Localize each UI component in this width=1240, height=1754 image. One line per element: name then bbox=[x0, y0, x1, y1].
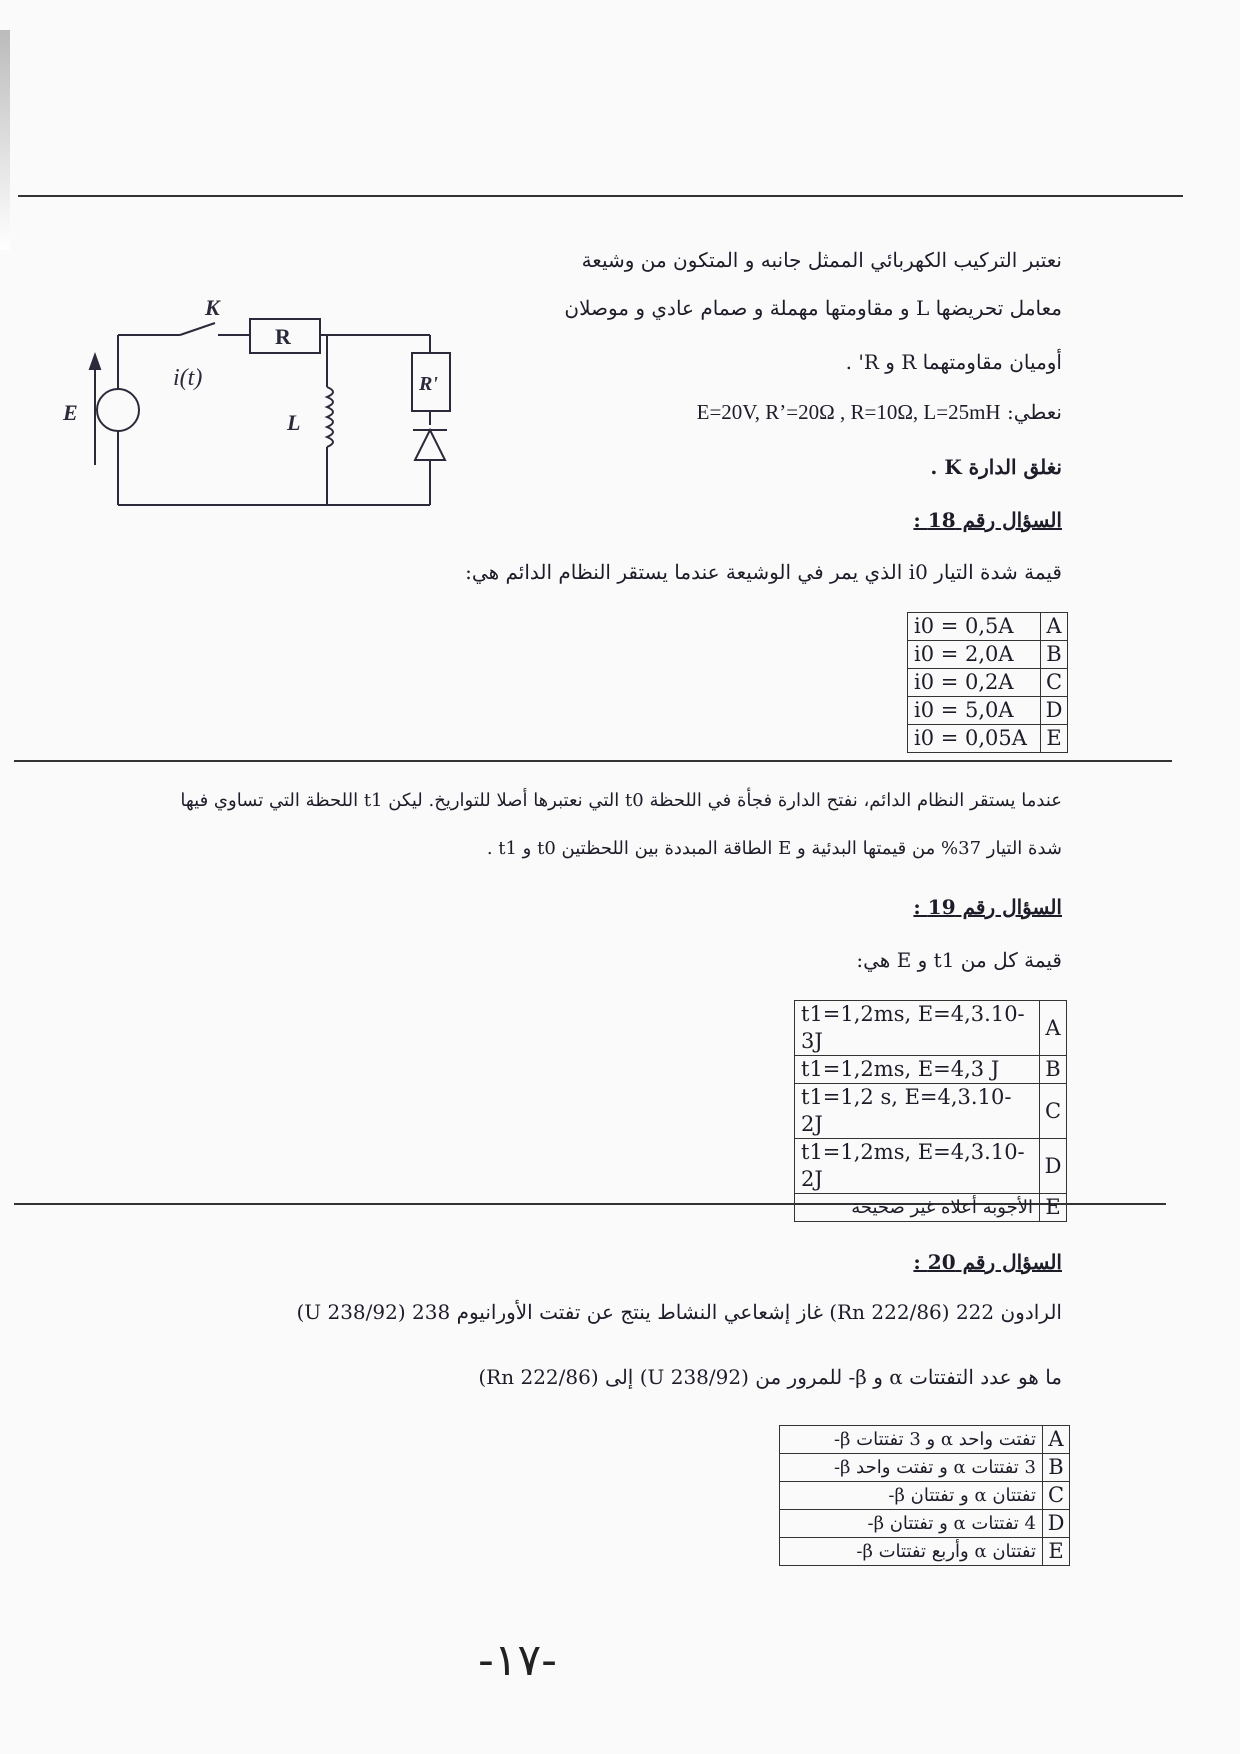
q18-option-b[interactable] bbox=[908, 641, 1068, 669]
option-letter: C bbox=[1043, 1482, 1070, 1510]
circuit-label-e: E bbox=[63, 400, 78, 425]
question-18-title: السؤال رقم 18 : bbox=[913, 508, 1062, 532]
option-text: i0 = 0,2A bbox=[908, 669, 1041, 697]
option-text: t1=1,2 s, E=4,3.10-2J bbox=[795, 1084, 1040, 1139]
option-text: تفتتان α و تفتتان β- bbox=[780, 1482, 1043, 1510]
option-letter: A bbox=[1041, 613, 1068, 641]
option-text: t1=1,2ms, E=4,3.10-3J bbox=[795, 1001, 1040, 1056]
circuit-label-r: R bbox=[275, 324, 291, 349]
question-19-options bbox=[794, 1000, 1067, 1222]
q20-option-b[interactable] bbox=[780, 1454, 1070, 1482]
option-letter: E bbox=[1043, 1538, 1070, 1566]
option-text: 3 تفتتات α و تفتت واحد β- bbox=[780, 1454, 1043, 1482]
option-letter: E bbox=[1040, 1194, 1067, 1222]
section2-intro-line1: عندما يستقر النظام الدائم، نفتح الدارة فجأة في اللحظة t0 التي نعتبرها أصلا للتواريخ. ليكن t1 اللحظة التي تساوي فيها bbox=[180, 790, 1062, 811]
separator-1 bbox=[14, 760, 1172, 762]
section1-given bbox=[697, 400, 1062, 425]
q19-option-e[interactable] bbox=[795, 1194, 1067, 1222]
option-letter: B bbox=[1040, 1056, 1067, 1084]
q19-option-c[interactable] bbox=[795, 1084, 1067, 1139]
section1-intro-line3: أوميان مقاومتهما R و R' . bbox=[845, 350, 1062, 374]
option-text: i0 = 0,05A bbox=[908, 725, 1041, 753]
circuit-label-current: i(t) bbox=[173, 365, 203, 391]
option-text: 4 تفتتات α و تفتتان β- bbox=[780, 1510, 1043, 1538]
q20-option-c[interactable] bbox=[780, 1482, 1070, 1510]
option-letter: B bbox=[1041, 641, 1068, 669]
separator-top bbox=[18, 195, 1183, 197]
option-letter: E bbox=[1041, 725, 1068, 753]
q19-option-a[interactable] bbox=[795, 1001, 1067, 1056]
section1-intro-line1: نعتبر التركيب الكهربائي الممثل جانبه و المتكون من وشيعة bbox=[581, 248, 1062, 272]
section1-close-switch: نغلق الدارة K . bbox=[930, 455, 1062, 479]
option-text: t1=1,2ms, E=4,3.10-2J bbox=[795, 1139, 1040, 1194]
option-letter: A bbox=[1040, 1001, 1067, 1056]
circuit-label-rprime: R' bbox=[419, 373, 438, 395]
option-text: الأجوبة أعلاه غير صحيحة bbox=[795, 1194, 1040, 1222]
option-letter: C bbox=[1041, 669, 1068, 697]
q20-option-a[interactable] bbox=[780, 1426, 1070, 1454]
question-20-title: السؤال رقم 20 : bbox=[913, 1250, 1062, 1274]
option-text: i0 = 0,5A bbox=[908, 613, 1041, 641]
question-20-line1: الرادون 222 (222/86 Rn) غاز إشعاعي النشاط ينتج عن تفتت الأورانيوم 238 (238/92 U) bbox=[296, 1300, 1062, 1324]
option-text: t1=1,2ms, E=4,3 J bbox=[795, 1056, 1040, 1084]
option-letter: C bbox=[1040, 1084, 1067, 1139]
option-letter: B bbox=[1043, 1454, 1070, 1482]
scan-edge-shadow bbox=[0, 30, 10, 250]
option-text: تفتتان α وأربع تفتتات β- bbox=[780, 1538, 1043, 1566]
question-20-options bbox=[779, 1425, 1070, 1566]
option-text: تفتت واحد α و 3 تفتتات β- bbox=[780, 1426, 1043, 1454]
q18-option-a[interactable] bbox=[908, 613, 1068, 641]
q20-option-d[interactable] bbox=[780, 1510, 1070, 1538]
question-19-text: قيمة كل من t1 و E هي: bbox=[856, 948, 1062, 972]
option-letter: D bbox=[1043, 1510, 1070, 1538]
q19-option-b[interactable] bbox=[795, 1056, 1067, 1084]
section1-intro-line2: معامل تحريضها L و مقاومتها مهملة و صمام عادي و موصلان bbox=[564, 296, 1062, 320]
question-20-line2: ما هو عدد التفتتات α و β- للمرور من (238/92 U) إلى (222/86 Rn) bbox=[478, 1365, 1062, 1389]
option-text: i0 = 2,0A bbox=[908, 641, 1041, 669]
option-letter: A bbox=[1043, 1426, 1070, 1454]
given-values: E=20V, R’=20Ω , R=10Ω, L=25mH bbox=[696, 400, 1001, 424]
circuit-label-l: L bbox=[287, 410, 301, 435]
question-18-options bbox=[907, 612, 1068, 753]
option-letter: D bbox=[1040, 1139, 1067, 1194]
q20-option-e[interactable] bbox=[780, 1538, 1070, 1566]
section2-intro-line2: شدة التيار 37% من قيمتها البدئية و E الطاقة المبددة بين اللحظتين t0 و t1 . bbox=[486, 838, 1062, 859]
option-text: i0 = 5,0A bbox=[908, 697, 1041, 725]
option-letter: D bbox=[1041, 697, 1068, 725]
circuit-diagram bbox=[55, 295, 475, 515]
q18-option-e[interactable] bbox=[908, 725, 1068, 753]
circuit-label-k: K bbox=[205, 295, 220, 320]
question-19-title: السؤال رقم 19 : bbox=[913, 895, 1062, 919]
q18-option-d[interactable] bbox=[908, 697, 1068, 725]
question-18-text: قيمة شدة التيار i0 الذي يمر في الوشيعة عندما يستقر النظام الدائم هي: bbox=[465, 560, 1062, 584]
given-label: نعطي: bbox=[1006, 400, 1062, 424]
q19-option-d[interactable] bbox=[795, 1139, 1067, 1194]
page-number: -١٧- bbox=[478, 1635, 558, 1686]
q18-option-c[interactable] bbox=[908, 669, 1068, 697]
